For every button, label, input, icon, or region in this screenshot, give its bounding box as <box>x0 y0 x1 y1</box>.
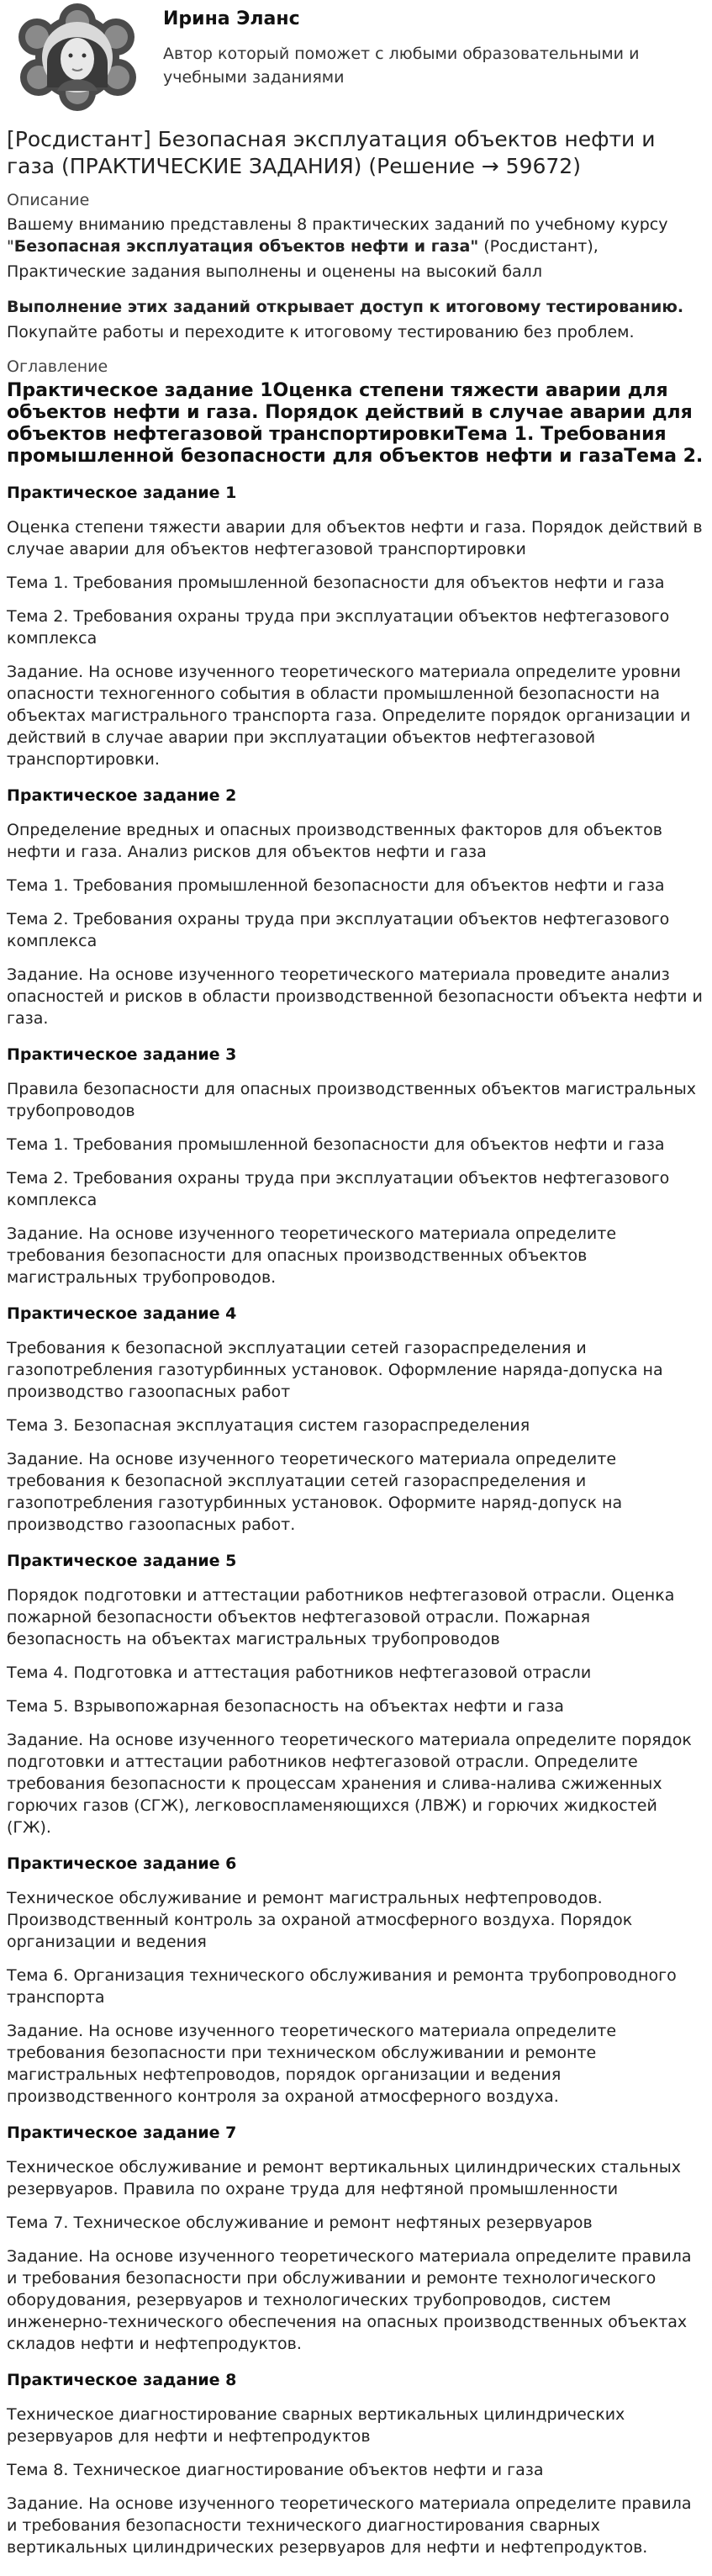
section-paragraph: Тема 2. Требования охраны труда при эксплуатации объектов нефтегазового комплекса <box>7 1169 670 1209</box>
section-title: Практическое задание 6 <box>7 1854 237 1873</box>
intro-course: Безопасная эксплуатация объектов нефти и газа" <box>13 237 479 256</box>
section-paragraph: Задание. На основе изученного теоретического материала определите правила и требования безопасности при обслуживании и ремонте технологического оборудования, резервуаров и технологических трубопроводов, систем инженерно-технического обеспечения на опасных производственных объектах складов нефти и нефтепродуктов. <box>7 2247 692 2353</box>
section-title: Практическое задание 4 <box>7 1304 237 1323</box>
author-description: Автор который поможет с любыми образовательными и учебными заданиями <box>163 45 640 87</box>
description-label: Описание <box>7 191 90 209</box>
section-paragraph: Техническое обслуживание и ремонт вертикальных цилиндрических стальных резервуаров. Правила по охране труда для нефтяной промышленности <box>7 2158 682 2198</box>
intro-prefix: Вашему вниманию представлены 8 практических заданий по учебному курсу " <box>7 215 668 256</box>
intro-suffix: (Росдистант), <box>478 237 599 256</box>
done-text: Практические задания выполнены и оценены на высокий балл <box>7 262 542 281</box>
section-paragraph: Тема 5. Взрывопожарная безопасность на объектах нефти и газа <box>7 1697 564 1716</box>
section-paragraph: Задание. На основе изученного теоретического материала определите требования к безопасной эксплуатации сетей газораспределения и газопотребления газотурбинных установок. Оформите наряд-допуск на производство газоопасных работ. <box>7 1450 623 1534</box>
section-paragraph: Задание. На основе изученного теоретического материала определите требования безопасности при техническом обслуживании и ремонте магистральных нефтепроводов, порядок организации и ведения производственного контроля за охраной атмосферного воздуха. <box>7 2022 617 2106</box>
section-paragraph: Задание. На основе изученного теоретического материала проведите анализ опасностей и рисков в области производственной безопасности объекта нефти и газа. <box>7 965 703 1028</box>
toc-text: Практическое задание 1Оценка степени тяжести аварии для объектов нефти и газа. Порядок действий в случае аварии для объектов нефтегазовой транспортировкиТема 1. Требования промышленной безопасности для объектов нефти и газаТема 2. <box>7 380 704 467</box>
section-paragraph: Оценка степени тяжести аварии для объектов нефти и газа. Порядок действий в случае аварии для объектов нефтегазовой транспортировки <box>7 518 703 558</box>
section-paragraph: Тема 1. Требования промышленной безопасности для объектов нефти и газа <box>7 574 665 592</box>
section-paragraph: Тема 7. Техническое обслуживание и ремонт нефтяных резервуаров <box>7 2214 593 2232</box>
section-paragraph: Определение вредных и опасных производственных факторов для объектов нефти и газа. Анализ рисков для объектов нефти и газа <box>7 821 662 861</box>
section-paragraph: Задание. На основе изученного теоретического материала определите уровни опасности техногенного события в области промышленной безопасности на объектах магистрального транспорта газа. Определите порядок организации и действий в случае аварии при эксплуатации объектов нефтегазовой транспортировки. <box>7 663 691 769</box>
section-paragraph: Требования к безопасной эксплуатации сетей газораспределения и газопотребления газотурбинных установок. Оформление наряда-допуска на производство газоопасных работ <box>7 1339 663 1401</box>
section-paragraph: Тема 8. Техническое диагностирование объектов нефти и газа <box>7 2461 544 2479</box>
section-title: Практическое задание 7 <box>7 2124 237 2142</box>
section-paragraph: Тема 4. Подготовка и аттестация работников нефтегазовой отрасли <box>7 1664 592 1682</box>
section-paragraph: Техническое обслуживание и ремонт магистральных нефтепроводов. Производственный контроль за охраной атмосферного воздуха. Порядок организации и ведения <box>7 1889 633 1951</box>
section-paragraph: Порядок подготовки и аттестации работников нефтегазовой отрасли. Оценка пожарной безопасности объектов нефтегазовой отрасли. Пожарная безопасность на объектах магистральных трубопроводов <box>7 1586 675 1648</box>
section-paragraph: Техническое диагностирование сварных вертикальных цилиндрических резервуаров для нефти и нефтепродуктов <box>7 2405 625 2446</box>
access-text: Выполнение этих заданий открывает доступ к итоговому тестированию. <box>7 298 684 316</box>
task-sections <box>7 483 705 2558</box>
section-paragraph: Задание. На основе изученного теоретического материала определите требования безопасности для опасных производственных объектов магистральных трубопроводов. <box>7 1225 617 1287</box>
author-name[interactable]: Ирина Эланс <box>163 8 300 29</box>
section-paragraph: Тема 2. Требования охраны труда при эксплуатации объектов нефтегазового комплекса <box>7 910 670 950</box>
section-title: Практическое задание 2 <box>7 786 237 805</box>
section-paragraph: Тема 1. Требования промышленной безопасности для объектов нефти и газа <box>7 1135 665 1154</box>
toc-label: Оглавление <box>7 357 108 376</box>
section-paragraph: Задание. На основе изученного теоретического материала определите правила и требования безопасности технического диагностирования сварных вертикальных цилиндрических резервуаров для нефти и нефтепродуктов. <box>7 2494 692 2557</box>
buy-text: Покупайте работы и переходите к итоговому тестированию без проблем. <box>7 323 635 341</box>
section-paragraph: Тема 6. Организация технического обслуживания и ремонта трубопроводного транспорта <box>7 1966 677 2007</box>
flower-avatar-icon <box>13 3 141 111</box>
section-paragraph: Задание. На основе изученного теоретического материала определите порядок подготовки и аттестации работников нефтегазовой отрасли. Определите требования безопасности к процессам хранения и слива-налива сжиженных горючих газов (СГЖ), легковоспламеняющихся (ЛВЖ) и горючих жидкостей (ГЖ). <box>7 1731 692 1837</box>
intro-text <box>7 214 705 257</box>
section-paragraph: Правила безопасности для опасных производственных объектов магистральных трубопроводов <box>7 1080 696 1120</box>
section-paragraph: Тема 1. Требования промышленной безопасности для объектов нефти и газа <box>7 876 665 895</box>
section-paragraph: Тема 2. Требования охраны труда при эксплуатации объектов нефтегазового комплекса <box>7 607 670 648</box>
author-card <box>7 0 705 116</box>
page-title: [Росдистант] Безопасная эксплуатация объектов нефти и газа (ПРАКТИЧЕСКИЕ ЗАДАНИЯ) (Решение → 59672) <box>7 127 656 178</box>
section-title: Практическое задание 1 <box>7 484 237 502</box>
section-title: Практическое задание 8 <box>7 2371 237 2389</box>
section-paragraph: Тема 3. Безопасная эксплуатация систем газораспределения <box>7 1416 530 1435</box>
section-title: Практическое задание 5 <box>7 1552 237 1570</box>
section-title: Практическое задание 3 <box>7 1045 237 1064</box>
avatar[interactable] <box>13 3 141 111</box>
